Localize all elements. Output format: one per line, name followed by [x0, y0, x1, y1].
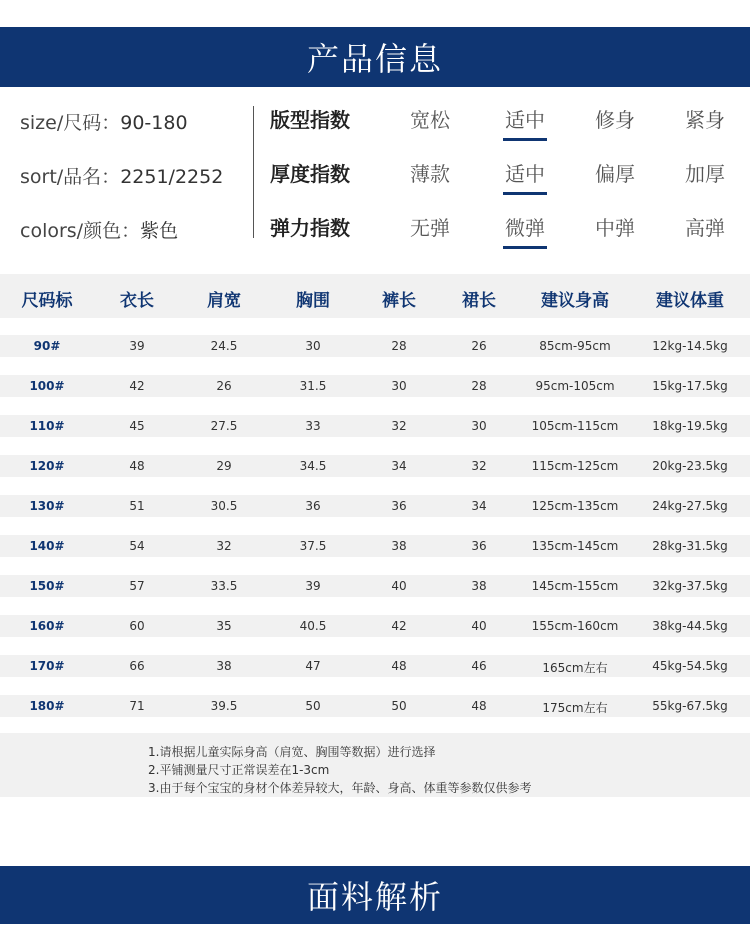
index-option: 高弹	[685, 216, 725, 240]
notes-box	[0, 733, 750, 797]
fabric-analysis-title: 面料解析	[306, 878, 443, 916]
table-cell: 48	[471, 699, 487, 713]
table-header	[0, 274, 750, 318]
fabric-analysis-banner	[0, 866, 750, 924]
column-header: 肩宽	[207, 291, 241, 311]
table-row	[0, 335, 750, 357]
table-cell: 71	[129, 699, 145, 713]
column-header: 建议身高	[541, 291, 609, 311]
row-band	[0, 455, 750, 477]
size-cell: 90#	[33, 339, 61, 353]
table-cell: 30	[471, 419, 487, 433]
table-cell: 32	[216, 539, 232, 553]
table-cell: 24.5	[210, 339, 238, 353]
table-row	[0, 615, 750, 637]
table-cell: 39.5	[210, 699, 238, 713]
table-cell: 33	[305, 419, 321, 433]
table-row	[0, 535, 750, 557]
table-cell: 32kg-37.5kg	[652, 579, 728, 593]
table-cell: 31.5	[299, 379, 327, 393]
info-divider	[253, 106, 254, 238]
index-option-selected: 适中	[495, 104, 555, 133]
table-cell: 30.5	[210, 499, 238, 513]
sort-value: 2251/2252	[120, 166, 224, 188]
table-cell: 26	[471, 339, 487, 353]
table-cell: 20kg-23.5kg	[652, 459, 728, 473]
note-1: 1.请根据儿童实际身高（肩宽、胸围等数据）进行选择	[148, 745, 436, 759]
table-cell: 36	[305, 499, 321, 513]
column-header: 衣长	[120, 291, 154, 311]
table-row	[0, 495, 750, 517]
table-cell: 38	[216, 659, 232, 673]
table-row	[0, 455, 750, 477]
table-cell: 15kg-17.5kg	[652, 379, 728, 393]
size-label: size/尺码：	[20, 112, 121, 134]
table-cell: 125cm-135cm	[531, 499, 619, 513]
table-cell: 34.5	[299, 459, 327, 473]
index-option: 宽松	[410, 108, 450, 132]
row-band	[0, 335, 750, 357]
table-cell: 42	[129, 379, 145, 393]
note-3: 3.由于每个宝宝的身材个体差异较大，年龄、身高、体重等参数仅供参考	[148, 781, 532, 795]
table-cell: 36	[391, 499, 407, 513]
table-row	[0, 375, 750, 397]
table-cell: 175cm左右	[542, 701, 608, 715]
table-cell: 42	[391, 619, 407, 633]
table-cell: 51	[129, 499, 145, 513]
table-cell: 27.5	[210, 419, 238, 433]
row-band	[0, 655, 750, 677]
table-cell: 48	[391, 659, 407, 673]
table-cell: 50	[305, 699, 321, 713]
table-row	[0, 575, 750, 597]
table-cell: 40	[391, 579, 407, 593]
row-band	[0, 495, 750, 517]
table-cell: 26	[216, 379, 232, 393]
index-option: 紧身	[685, 108, 725, 132]
table-cell: 48	[129, 459, 145, 473]
table-cell: 46	[471, 659, 487, 673]
table-cell: 34	[391, 459, 407, 473]
product-info-section	[0, 92, 750, 262]
table-cell: 40.5	[299, 619, 327, 633]
table-cell: 105cm-115cm	[531, 419, 619, 433]
column-header: 裤长	[382, 291, 416, 311]
index-option-selected: 适中	[495, 158, 555, 187]
table-cell: 57	[129, 579, 145, 593]
index-option: 无弹	[410, 216, 450, 240]
table-cell: 85cm-95cm	[539, 339, 611, 353]
table-row	[0, 655, 750, 677]
table-cell: 24kg-27.5kg	[652, 499, 728, 513]
table-cell: 45	[129, 419, 145, 433]
table-row	[0, 415, 750, 437]
table-cell: 55kg-67.5kg	[652, 699, 728, 713]
index-row	[270, 212, 740, 252]
table-cell: 115cm-125cm	[531, 459, 619, 473]
column-header: 裙长	[462, 291, 496, 311]
table-cell: 66	[129, 659, 145, 673]
product-info-title: 产品信息	[306, 40, 443, 78]
size-info	[20, 108, 240, 135]
table-cell: 30	[391, 379, 407, 393]
table-cell: 38	[391, 539, 407, 553]
size-cell: 140#	[29, 539, 65, 553]
table-cell: 54	[129, 539, 145, 553]
table-cell: 38kg-44.5kg	[652, 619, 728, 633]
product-info-banner	[0, 27, 750, 87]
table-cell: 47	[305, 659, 321, 673]
table-cell: 95cm-105cm	[535, 379, 615, 393]
size-cell: 160#	[29, 619, 65, 633]
index-row	[270, 158, 740, 198]
color-info	[20, 216, 240, 243]
size-cell: 170#	[29, 659, 65, 673]
table-cell: 39	[305, 579, 321, 593]
row-band	[0, 535, 750, 557]
index-option: 中弹	[595, 216, 635, 240]
index-option-selected: 微弹	[495, 212, 555, 241]
table-cell: 32	[391, 419, 407, 433]
index-title: 版型指数	[270, 108, 350, 132]
table-cell: 34	[471, 499, 487, 513]
sort-info	[20, 162, 240, 189]
table-cell: 38	[471, 579, 487, 593]
size-value: 90-180	[120, 112, 188, 134]
table-cell: 40	[471, 619, 487, 633]
index-option: 偏厚	[595, 162, 635, 186]
table-row	[0, 695, 750, 717]
index-title: 厚度指数	[270, 162, 350, 186]
sort-label: sort/品名：	[20, 166, 121, 188]
row-band	[0, 375, 750, 397]
table-cell: 29	[216, 459, 232, 473]
table-cell: 50	[391, 699, 407, 713]
table-cell: 28	[471, 379, 487, 393]
table-cell: 165cm左右	[542, 661, 608, 675]
table-cell: 12kg-14.5kg	[652, 339, 728, 353]
row-band	[0, 575, 750, 597]
index-option: 薄款	[410, 162, 450, 186]
table-cell: 35	[216, 619, 232, 633]
row-band	[0, 695, 750, 717]
index-option: 加厚	[685, 162, 725, 186]
table-cell: 45kg-54.5kg	[652, 659, 728, 673]
table-cell: 36	[471, 539, 487, 553]
table-cell: 28kg-31.5kg	[652, 539, 728, 553]
note-2: 2.平铺测量尺寸正常误差在1-3cm	[148, 763, 330, 777]
table-cell: 39	[129, 339, 145, 353]
index-row	[270, 104, 740, 144]
size-cell: 120#	[29, 459, 65, 473]
size-cell: 180#	[29, 699, 65, 713]
size-cell: 130#	[29, 499, 65, 513]
table-cell: 33.5	[210, 579, 238, 593]
size-cell: 150#	[29, 579, 65, 593]
table-cell: 30	[305, 339, 321, 353]
index-title: 弹力指数	[270, 216, 350, 240]
table-cell: 18kg-19.5kg	[652, 419, 728, 433]
size-cell: 110#	[29, 419, 65, 433]
table-cell: 28	[391, 339, 407, 353]
size-cell: 100#	[29, 379, 65, 393]
table-cell: 60	[129, 619, 145, 633]
table-cell: 37.5	[299, 539, 327, 553]
row-band	[0, 415, 750, 437]
table-cell: 155cm-160cm	[531, 619, 619, 633]
table-cell: 135cm-145cm	[531, 539, 619, 553]
table-cell: 145cm-155cm	[531, 579, 619, 593]
row-band	[0, 615, 750, 637]
color-label: colors/颜色：	[20, 220, 141, 242]
color-value: 紫色	[140, 220, 179, 242]
column-header: 建议体重	[656, 291, 724, 311]
column-header: 胸围	[296, 291, 330, 311]
index-option: 修身	[595, 108, 635, 132]
column-header: 尺码标	[21, 291, 73, 311]
table-cell: 32	[471, 459, 487, 473]
